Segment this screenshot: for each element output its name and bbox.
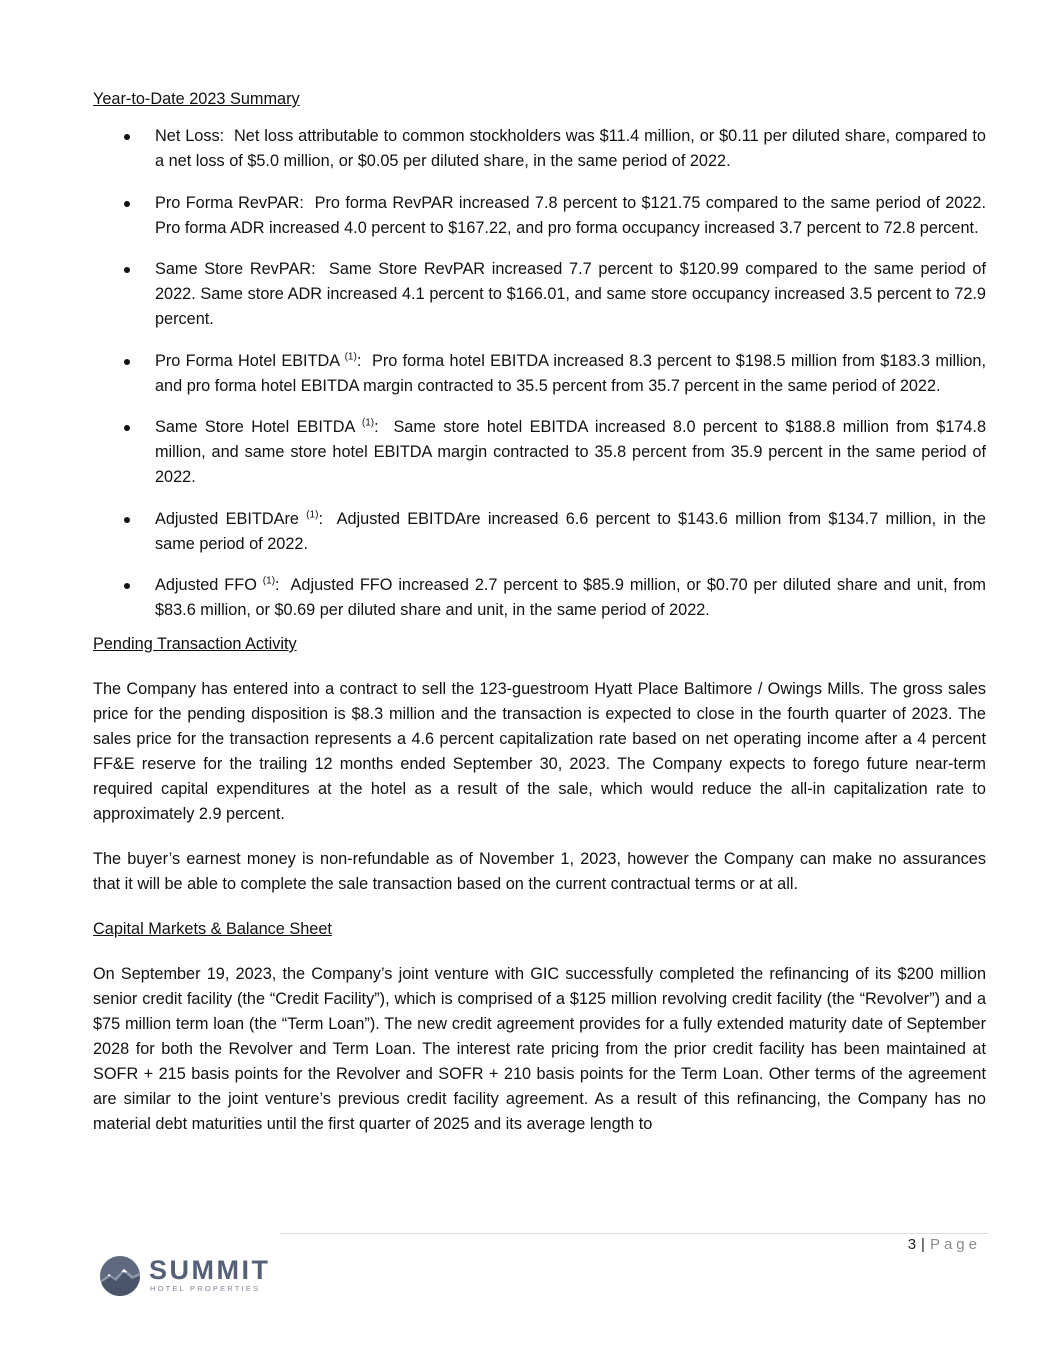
bullet-label: Net Loss: <box>155 127 225 145</box>
page-number-value: 3 <box>907 1236 918 1253</box>
company-logo <box>99 1255 279 1297</box>
list-item <box>93 191 986 241</box>
page-separator: | <box>921 1236 926 1253</box>
bullet-label: Adjusted FFO <box>155 576 257 594</box>
bullet-icon <box>124 359 130 365</box>
footnote-marker: (1) <box>361 417 375 429</box>
paragraph-refinancing: On September 19, 2023, the Company’s joint venture with GIC successfully completed the refinancing of its $200 million senior credit facility (the “Credit Facility”), which is comprised of a $125 million revolving credit facility (the “Revolver”) and a $75 million term loan (the “Term Loan”). The new credit agreement provides for a fully extended maturity date of September 2028 for both the Revolver and Term Loan. The interest rate pricing from the prior credit facility has been maintained at SOFR + 215 basis points for the Revolver and SOFR + 210 basis points for the Term Loan. Other terms of the agreement are similar to the joint venture’s previous credit facility agreement. As a result of this refinancing, the Company has no material debt maturities until the first quarter of 2025 and its average length to <box>93 965 986 1133</box>
footnote-marker: (1) <box>344 351 357 363</box>
footer-divider <box>280 1233 988 1234</box>
bullet-icon <box>124 583 130 589</box>
bullet-text: Same store hotel EBITDA increased 8.0 percent to $188.8 million from $174.8 million, and same store hotel EBITDA margin contracted to 35.8 percent from 35.9 percent in the same period of 2022. <box>155 418 986 486</box>
ytd-bullet-list <box>93 124 986 623</box>
list-item: Same Store Hotel EBITDA $^{(1)}$: Same store hotel EBITDA increased 8.0 percent to $188.8 million from $174.8 million, and same store hotel EBITDA margin contracted to 35.8 percent from 35.9 percent in the same period of 2022. <box>93 415 986 490</box>
paragraph-earnest-money: The buyer’s earnest money is non-refundable as of November 1, 2023, however the Company can make no assurances that it will be able to complete the sale transaction based on the current contractual terms or at all. <box>93 850 986 893</box>
bullet-label: Same Store Hotel EBITDA <box>155 418 355 436</box>
page-word: Page <box>929 1236 981 1253</box>
logo-wordmark: SUMMIT <box>149 1255 271 1285</box>
bullet-icon <box>124 267 130 273</box>
bullet-icon <box>124 134 130 140</box>
bullet-icon <box>124 517 130 523</box>
bullet-text: Pro forma RevPAR increased 7.8 percent to $121.75 compared to the same period of 2022. Pro forma ADR increased 4.0 percent to $167.22, and pro forma occupancy increased 3.7 percent to 72.8 percent. <box>155 193 986 237</box>
mountain-logo-icon <box>99 1255 141 1297</box>
logo-subtitle: HOTEL PROPERTIES <box>150 1284 261 1293</box>
list-item <box>93 257 986 332</box>
page-number <box>908 1236 981 1253</box>
bullet-text: Pro forma hotel EBITDA increased 8.3 percent to $198.5 million from $183.3 million, and pro forma hotel EBITDA margin contracted to 35.5 percent from 35.7 percent in the same period of 2022. <box>155 351 986 395</box>
heading-ytd-summary: Year-to-Date 2023 Summary <box>93 90 300 108</box>
list-item: Adjusted EBITDAre $^{(1)}$: Adjusted EBITDAre increased 6.6 percent to $143.6 million from $134.7 million, in the same period of 2022. <box>93 507 986 557</box>
bullet-icon <box>124 201 130 207</box>
bullet-label: Adjusted EBITDAre <box>155 509 299 528</box>
bullet-text: Adjusted FFO increased 2.7 percent to $85.9 million, or $0.70 per diluted share and unit, from $83.6 million, or $0.69 per diluted share and unit, in the same period of 2022. <box>155 576 986 619</box>
list-item: Pro Forma Hotel EBITDA $^{(1)}$: Pro forma hotel EBITDA increased 8.3 percent to $198.5 million from $183.3 million, and pro forma hotel EBITDA margin contracted to 35.5 percent from 35.7 percent in the same period of 2022. <box>93 349 986 399</box>
list-item <box>93 124 986 174</box>
list-item: Adjusted FFO $^{(1)}$: Adjusted FFO increased 2.7 percent to $85.9 million, or $0.70 per diluted share and unit, from $83.6 million, or $0.69 per diluted share and unit, in the same period of 2022. <box>93 573 986 623</box>
paragraph-pending-sale: The Company has entered into a contract to sell the 123-guestroom Hyatt Place Baltimore / Owings Mills. The gross sales price for the pending disposition is $8.3 million and the transaction is expected to close in the fourth quarter of 2023. The sales price for the transaction represents a 4.6 percent capitalization rate based on net operating income after a 4 percent FF&E reserve for the trailing 12 months ended September 30, 2023. The Company expects to forego future near-term required capital expenditures at the hotel as a result of the sale, which would reduce the all-in capitalization rate to approximately 2.9 percent. <box>93 680 986 823</box>
bullet-text: Same Store RevPAR increased 7.7 percent to $120.99 compared to the same period of 2022. Same store ADR increased 4.1 percent to $166.01, and same store occupancy increased 3.5 percent to 72.9 percent. <box>155 260 986 328</box>
footnote-marker: (1) <box>306 509 319 521</box>
document-body <box>93 87 986 1157</box>
bullet-label: Same Store RevPAR: <box>155 260 316 278</box>
heading-pending-transaction: Pending Transaction Activity <box>93 635 297 653</box>
heading-capital-markets: Capital Markets & Balance Sheet <box>93 920 332 938</box>
bullet-icon <box>124 425 130 431</box>
bullet-text: Net loss attributable to common stockholders was $11.4 million, or $0.11 per diluted share, compared to a net loss of $5.0 million, or $0.05 per diluted share, in the same period of 2022. <box>155 127 986 170</box>
bullet-label: Pro Forma RevPAR: <box>155 193 304 212</box>
bullet-label: Pro Forma Hotel EBITDA <box>155 351 340 370</box>
bullet-text: Adjusted EBITDAre increased 6.6 percent to $143.6 million from $134.7 million, in the same period of 2022. <box>155 509 986 553</box>
footnote-marker: (1) <box>262 575 276 587</box>
